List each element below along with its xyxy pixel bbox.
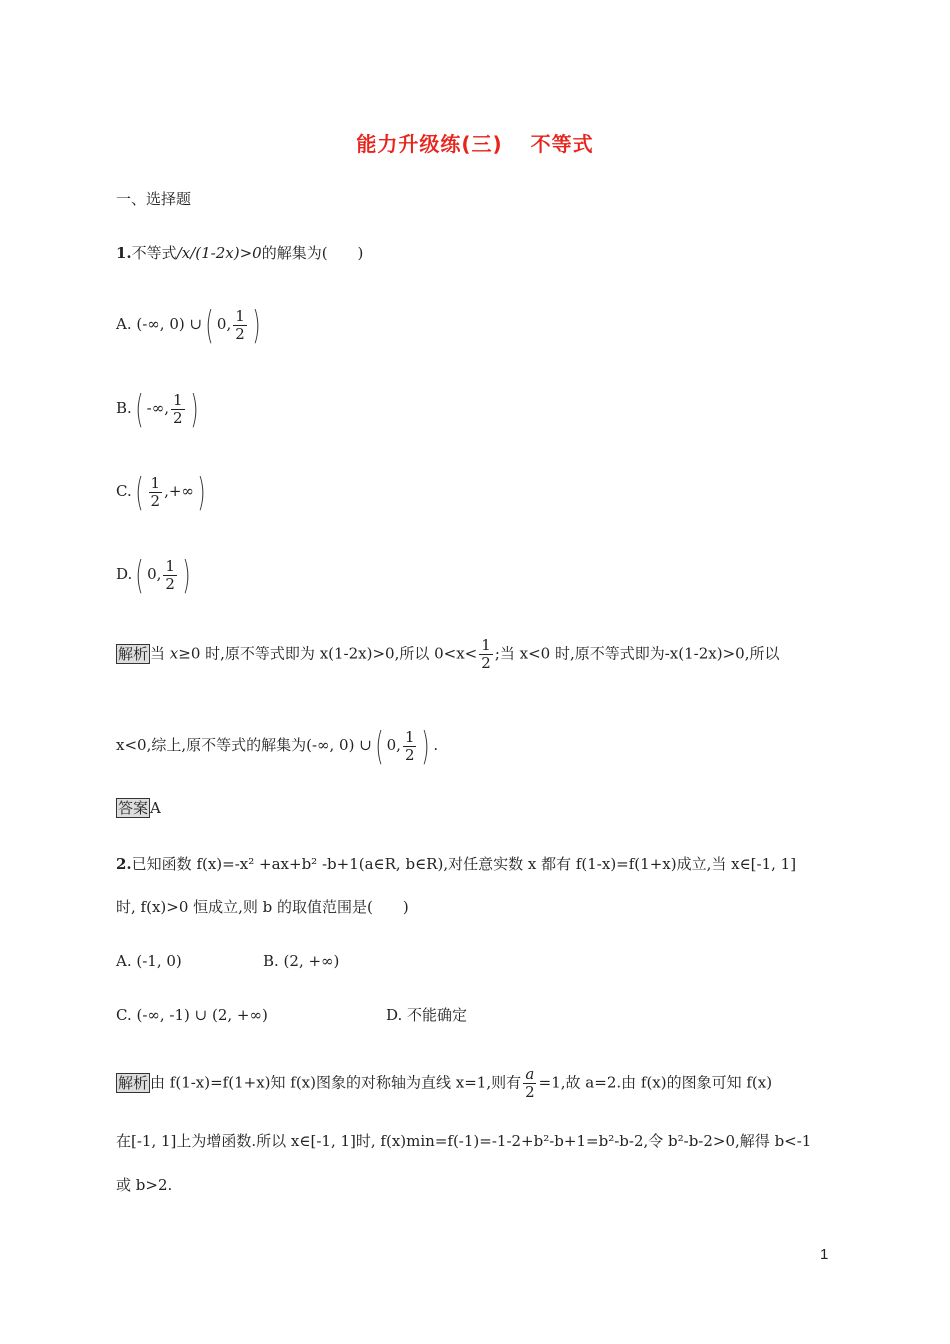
q1-stem-text: 不等式 [131,244,177,262]
option-inner: 0, [216,315,232,333]
solution-text: 0, [386,736,401,754]
solution-text: x<0,综上,原不等式的解集为(-∞, 0) ∪ [116,736,372,754]
page-title [0,128,950,157]
section-heading: 一、选择题 [116,190,192,208]
page-number: 1 [820,1246,829,1263]
solution-label: 解析 [118,644,149,663]
answer-value: A [150,799,161,817]
option-label: B. [116,399,132,417]
fraction: $\frac{1}{2}$ [404,727,415,764]
option-inner: -∞, [146,399,169,417]
solution-text: 当 [150,644,170,663]
q2-stem-line2: 时, f(x)>0 恒成立,则 b 的取值范围是( ) [116,898,409,916]
solution-text: x(1-2x)>0,所以 0<x< [319,644,478,663]
option-label: C. [116,482,132,500]
q1-option-b: B.( -∞, $\frac{1}{2}$ ) [116,387,199,431]
fraction: $\frac{a}{2}$ [525,1065,535,1101]
q2-option-c: C. (-∞, -1) ∪ (2, +∞) [116,1006,268,1024]
q1-stem-tail: 的解集为( ) [261,244,364,262]
solution-text: 由 f(1-x)=f(1+x)知 f(x)图象的对称轴为直线 x=1,则有 [150,1073,522,1092]
fraction: $\frac{1}{2}$ [481,636,491,672]
answer-label: 答案 [118,799,149,817]
q1-number: 1. [116,244,132,262]
fraction: $\frac{1}{2}$ [235,306,245,343]
q2-option-a: A. (-1, 0) [116,952,182,970]
q2-solution-line1 [116,1066,772,1101]
q2-stem-line1 [116,853,796,875]
option-text: (-∞, 0) ∪ [136,315,203,333]
q2-number: 2. [116,855,132,873]
solution-label: 解析 [118,1073,149,1092]
solution-text: ≥0 时,原不等式即为 [178,644,320,663]
option-inner: 0, [147,565,162,583]
solution-text: ;当 x<0 时,原不等式即为-x(1-2x)>0,所以 [494,644,780,663]
q2-solution-line3: 或 b>2. [116,1176,173,1194]
q1-option-c: C.( $\frac{1}{2}$ ,+∞) [116,470,206,514]
q2-option-b: B. (2, +∞) [263,952,340,970]
solution-text: . [433,736,439,754]
fraction: $\frac{1}{2}$ [172,390,183,427]
option-label: A. [116,315,132,333]
q1-stem [116,242,363,264]
title-topic: 不等式 [530,132,594,156]
q1-option-a: A. (-∞, 0) ∪( 0, $\frac{1}{2}$ ) [116,303,261,347]
title-main: 能力升级练(三) [356,132,503,156]
fraction: $\frac{1}{2}$ [150,473,161,510]
q1-solution-line2: x<0,综上,原不等式的解集为(-∞, 0) ∪( 0, $\frac{1}{2}$ ) . [116,724,439,768]
solution-text: =1,故 a=2.由 f(x)的图象可知 f(x) [538,1073,773,1092]
q2-solution-line2: 在[-1, 1]上为增函数.所以 x∈[-1, 1]时, f(x)min=f(-1)=-1-2+b²-b+1=b²-b-2,令 b²-b-2>0,解得 b<-1 [116,1132,812,1150]
fraction: $\frac{1}{2}$ [165,556,175,593]
q1-option-d: D.( 0, $\frac{1}{2}$ ) [116,553,191,597]
option-label: D. [116,565,133,583]
q1-answer [116,797,161,819]
q1-solution-line1 [116,637,779,672]
solution-var: x [169,644,179,663]
option-inner: ,+∞ [164,482,194,500]
q2-stem-text: 已知函数 f(x)=-x² +ax+b² -b+1(a∈R, b∈R),对任意实数 x 都有 f(1-x)=f(1+x)成立,当 x∈[-1, 1] [131,855,797,873]
q2-option-d: D. 不能确定 [386,1006,468,1024]
q1-stem-expr: /x/(1-2x)>0 [176,244,262,262]
